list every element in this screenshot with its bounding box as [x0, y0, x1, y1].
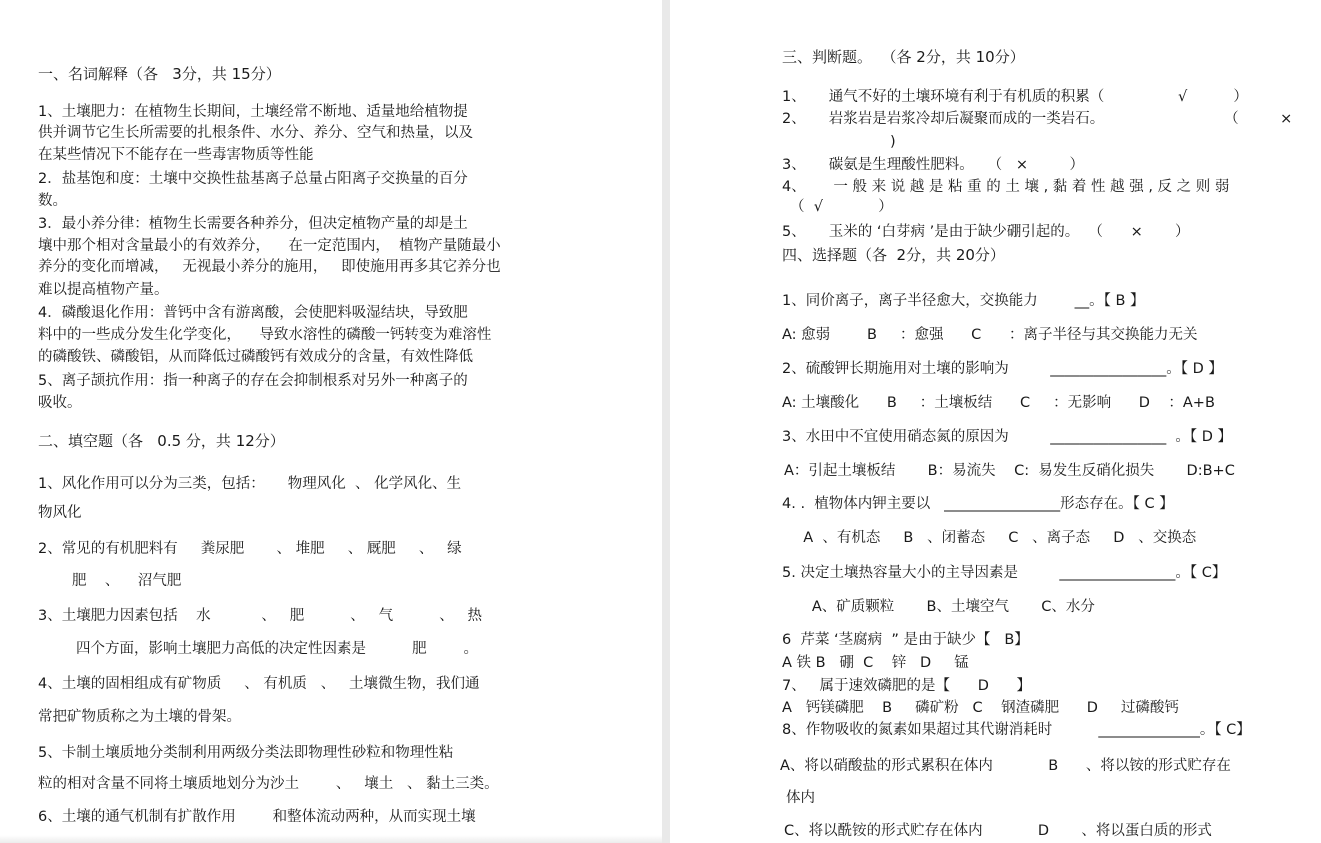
text-line: 壤中那个相对含量最小的有效养分， 在一定范围内， 植物产量随最小: [38, 238, 501, 254]
section-heading: 二、填空题（各 0.5 分，共 12分）: [38, 432, 285, 450]
text-line: A、矿质颗粒 B、土壤空气 C、水分: [798, 599, 1095, 615]
text-line: 6 芹菜 ‘茎腐病 ” 是由于缺少【 B】: [782, 632, 1029, 648]
text-line: A：引起土壤板结 B：易流失 C: 易发生反硝化损失 D:B+C: [784, 463, 1235, 479]
text-line: ): [890, 134, 896, 150]
text-line: 5. 决定土壤热容量大小的主导因素是 ________________。【 C】: [782, 565, 1227, 581]
text-line: （ √ ）: [790, 199, 893, 215]
text-line: A: 土壤酸化 B ：土壤板结 C ：无影响 D ：A+B: [782, 395, 1215, 411]
text-line: 2、 岩浆岩是岩浆冷却后凝聚而成的一类岩石。 （ ×: [782, 111, 1293, 127]
text-line: 1、同价离子，离子半径愈大，交换能力 __。【 B 】: [782, 293, 1145, 309]
text-line: 物风化: [38, 505, 82, 521]
text-line: 5、 玉米的 ‘白芽病 ’是由于缺少硼引起的。 （ × ）: [782, 224, 1190, 240]
text-line: 吸收。: [38, 395, 82, 411]
text-line: 4、土壤的固相组成有矿物质 、 有机质 、 土壤微生物，我们通: [38, 676, 480, 692]
text-line: 4. . 植物体内钾主要以 ________________形态存在。【 C 】: [782, 496, 1174, 512]
text-line: 3、土壤肥力因素包括 水 、 肥 、 气 、 热: [38, 608, 483, 624]
text-line: 2、常见的有机肥料有 粪尿肥 、 堆肥 、 厩肥 、 绿: [38, 541, 462, 557]
text-line: 5、离子颉抗作用：指一种离子的存在会抑制根系对另外一种离子的: [38, 373, 468, 389]
text-line: 1、风化作用可以分为三类，包括： 物理风化 、 化学风化、生: [38, 476, 462, 492]
text-line: 8、作物吸收的氮素如果超过其代谢消耗时 ______________。【 C】: [782, 722, 1251, 738]
section-heading: 三、判断题。 （各 2分，共 10分）: [782, 48, 1025, 66]
text-line: 供并调节它生长所需要的扎根条件、水分、养分、空气和热量，以及: [38, 125, 473, 141]
document-page-right: [670, 0, 1321, 843]
text-line: A: 愈弱 B ：愈强 C ：离子半径与其交换能力无关: [782, 327, 1198, 343]
text-line: 4．磷酸退化作用：普钙中含有游离酸，会使肥料吸湿结块，导致肥: [38, 305, 468, 321]
text-line: 2．盐基饱和度：土壤中交换性盐基离子总量占阳离子交换量的百分: [38, 171, 468, 187]
text-line: 难以提高植物产量。: [38, 282, 169, 298]
text-line: 6、土壤的通气机制有扩散作用 和整体流动两种，从而实现土壤: [38, 809, 476, 825]
text-line: A、将以硝酸盐的形式累积在体内 B 、将以铵的形式贮存在: [780, 758, 1231, 774]
text-line: 4、 一 般 来 说 越 是 粘 重 的 土 壤 , 黏 着 性 越 强 , 反 之 则 弱: [782, 179, 1230, 195]
text-line: 料中的一些成分发生化学变化， 导致水溶性的磷酸一钙转变为难溶性: [38, 327, 492, 343]
text-line: A 、有机态 B 、闭蓄态 C 、离子态 D 、交换态: [794, 530, 1197, 546]
text-line: 5、卡制土壤质地分类制利用两级分类法即物理性砂粒和物理性粘: [38, 745, 454, 761]
text-line: 3、水田中不宜使用硝态氮的原因为 ________________ 。【 D 】: [782, 429, 1233, 445]
text-line: 数。: [38, 193, 67, 209]
section-heading: 一、名词解释（各 3分，共 15分）: [38, 65, 281, 83]
text-line: 在某些情况下不能存在一些毒害物质等性能: [38, 147, 314, 163]
text-line: 1、土壤肥力：在植物生长期间，土壤经常不断地、适量地给植物提: [38, 104, 468, 120]
text-line: 1、 通气不好的土壤环境有利于有机质的积累（ √ ）: [782, 89, 1248, 105]
section-heading: 四、选择题（各 2分，共 20分）: [782, 246, 1005, 264]
text-line: 常把矿物质称之为土壤的骨架。: [38, 709, 241, 725]
text-line: C、将以酰铵的形式贮存在体内 D 、将以蛋白质的形式: [784, 823, 1212, 839]
text-line: A 铁 B 硼 C 锌 D 锰: [782, 655, 969, 671]
text-line: 肥 、 沼气肥: [72, 573, 182, 589]
text-line: 7、 属于速效磷肥的是【 D 】: [782, 678, 1032, 694]
text-line: 3、 碳氨是生理酸性肥料。 （ × ）: [782, 157, 1085, 173]
text-line: 3．最小养分律：植物生长需要各种养分，但决定植物产量的却是土: [38, 216, 468, 232]
text-line: 四个方面，影响土壤肥力高低的决定性因素是 肥 。: [76, 641, 478, 657]
text-line: 粒的相对含量不同将土壤质地划分为沙土 、 壤土 、 黏土三类。: [38, 776, 499, 792]
text-line: A 钙镁磷肥 B 磷矿粉 C 钢渣磷肥 D 过磷酸钙: [782, 700, 1179, 716]
text-line: 养分的变化而增减， 无视最小养分的施用， 即使施用再多其它养分也: [38, 259, 501, 275]
page-bottom-shadow: [0, 835, 662, 843]
text-line: 体内: [786, 790, 815, 806]
text-line: 2、硫酸钾长期施用对土壤的影响为 ________________。【 D 】: [782, 361, 1223, 377]
text-line: 的磷酸铁、磷酸铝，从而降低过磷酸钙有效成分的含量，有效性降低: [38, 349, 473, 365]
